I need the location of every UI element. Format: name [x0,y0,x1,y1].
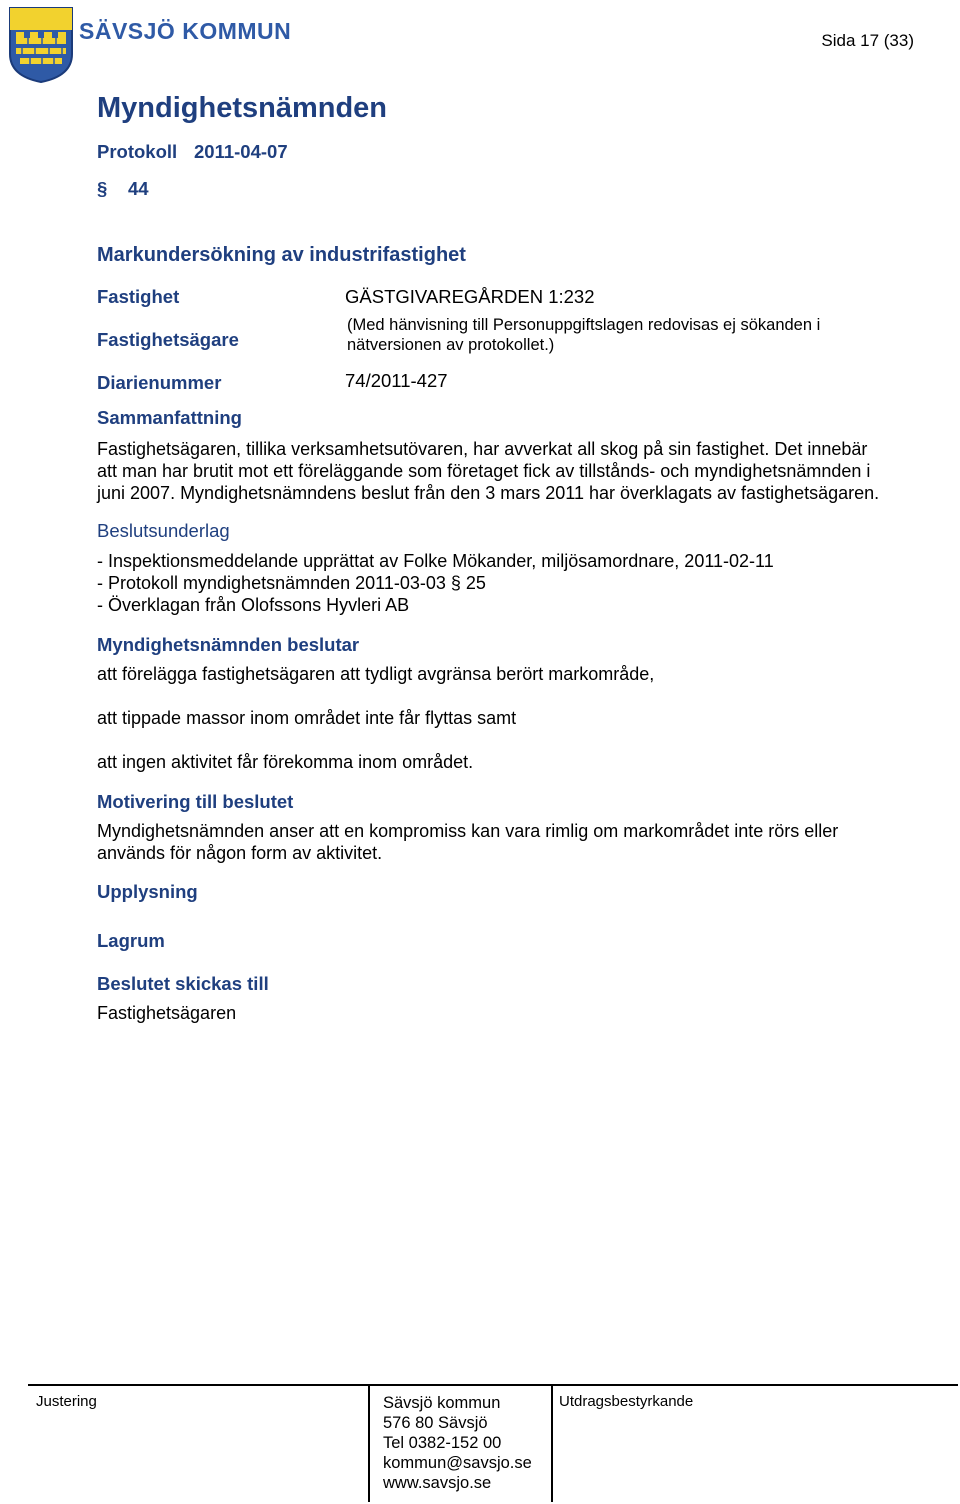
municipality-name: SÄVSJÖ KOMMUN [79,18,292,44]
beslut-item-3: att ingen aktivitet får förekomma inom området. [97,752,474,772]
protocol-date: 2011-04-07 [194,141,288,162]
paragraph-sign: § [97,178,108,199]
footer-address [383,1393,532,1493]
footer-utdragsbestyrkande: Utdragsbestyrkande [559,1393,694,1410]
beslutsunderlag-item-1: - Inspektionsmeddelande upprättat av Folke Mökander, miljösamordnare, 2011-02-11 [97,551,774,571]
beslut-item-1: att förelägga fastighetsägaren att tydligt avgränsa berört markområde, [97,664,655,684]
lagrum-heading: Lagrum [97,930,165,951]
footer-address-line-1: Sävsjö kommun [383,1394,501,1412]
page-title: Myndighetsnämnden [97,92,388,124]
diarienummer-value: 74/2011-427 [345,370,448,391]
case-title: Markundersökning av industrifastighet [97,244,466,266]
fastighetsagare-note-line2: nätversionen av protokollet.) [347,336,555,354]
sammanfattning-heading: Sammanfattning [97,407,242,428]
footer-address-line-5: www.savsjo.se [383,1474,492,1492]
sammanfattning-line1: Fastighetsägaren, tillika verksamhetsutövaren, har avverkat all skog på sin fastighet. Det innebär [97,439,868,459]
fastighet-label: Fastighet [97,286,180,307]
upplysning-heading: Upplysning [97,881,198,902]
footer-address-line-4: kommun@savsjo.se [383,1454,532,1472]
beslutsunderlag-item-2: - Protokoll myndighetsnämnden 2011-03-03 § 25 [97,573,486,593]
beslut-item-2: att tippade massor inom området inte får flyttas samt [97,708,517,728]
motivering-line1: Myndighetsnämnden anser att en kompromiss kan vara rimlig om markområdet inte rörs eller [97,821,839,841]
footer-column-divider-1 [368,1386,370,1502]
fastighet-value: GÄSTGIVAREGÅRDEN 1:232 [345,286,595,307]
beslut-heading: Myndighetsnämnden beslutar [97,634,360,655]
fastighetsagare-label: Fastighetsägare [97,329,239,350]
footer-address-line-2: 576 80 Sävsjö [383,1414,488,1432]
page-number: Sida 17 (33) [821,31,914,50]
sammanfattning-line2: att man har brutit mot ett föreläggande som företaget fick av tillstånds- och myndighetsnämnden i [97,461,871,481]
footer-column-divider-2 [551,1386,553,1502]
fastighetsagare-note-line1: (Med hänvisning till Personuppgiftslagen redovisas ej sökanden i [347,316,821,334]
beslutet-skickas-recipient: Fastighetsägaren [97,1003,237,1023]
beslutet-skickas-heading: Beslutet skickas till [97,973,269,994]
beslutsunderlag-item-3: - Överklagan från Olofssons Hyvleri AB [97,595,410,615]
municipality-coat-of-arms-logo [8,6,74,84]
sammanfattning-line3: juni 2007. Myndighetsnämndens beslut från den 3 mars 2011 har överklagats av fastighetsägaren. [97,483,880,503]
diarienummer-label: Diarienummer [97,372,222,393]
protocol-label: Protokoll [97,141,178,162]
footer-divider [28,1384,958,1386]
beslutsunderlag-heading: Beslutsunderlag [97,520,230,541]
motivering-heading: Motivering till beslutet [97,791,294,812]
footer-address-line-3: Tel 0382-152 00 [383,1434,502,1452]
motivering-line2: används för någon form av aktivitet. [97,843,383,863]
paragraph-number: 44 [128,178,149,199]
footer-justering: Justering [36,1393,97,1410]
